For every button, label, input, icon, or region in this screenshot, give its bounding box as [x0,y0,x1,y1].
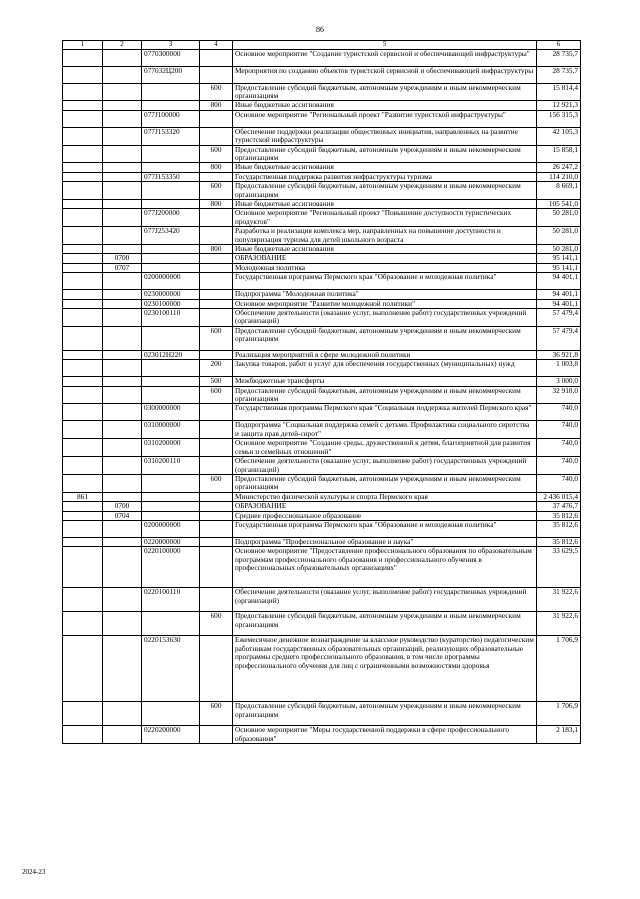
cell-target-article: 0300000000 [142,404,200,421]
cell-expense-type [200,309,233,327]
cell-target-article: 077J200000 [142,209,200,227]
cell-ministry-code [63,502,103,511]
cell-amount: 105 541,0 [537,199,581,208]
cell-target-article: 077J253420 [142,227,200,245]
cell-ministry-code [63,101,103,110]
cell-target-article [142,145,200,163]
cell-expense-type: 600 [200,612,233,636]
cell-item-name: Иные бюджетные ассигнования [233,245,537,254]
table-row [63,457,581,475]
cell-item-name: Иные бюджетные ассигнования [233,163,537,172]
cell-target-article: 077J153320 [142,127,200,145]
cell-item-name: Основное мероприятие "Региональный проект "Развитие туристской инфраструктуры" [233,110,537,127]
cell-section-code [103,537,142,546]
cell-section-code [103,636,142,702]
cell-section-code [103,404,142,421]
cell-item-name: Обеспечение поддержки реализации общественных инициатив, направленных на развитие туристской инфраструктуры [233,127,537,145]
cell-amount: 94 401,1 [537,273,581,290]
table-row [63,588,581,612]
cell-expense-type [200,172,233,181]
table-row [63,83,581,101]
table-row [63,263,581,272]
header-col-6: 6 [537,41,581,50]
cell-section-code [103,83,142,101]
cell-item-name: Предоставление субсидий бюджетным, автономным учреждениям и иным некоммерческим организациям [233,386,537,404]
cell-target-article: 0770300000 [142,49,200,66]
cell-expense-type [200,502,233,511]
cell-amount: 94 401,1 [537,299,581,308]
cell-section-code [103,520,142,537]
cell-amount: 42 105,3 [537,127,581,145]
cell-section-code: 0700 [103,502,142,511]
header-col-4: 4 [200,41,233,50]
cell-item-name: Закупка товаров, работ и услуг для обеспечения государственных (муниципальных) нужд [233,360,537,377]
cell-ministry-code [63,199,103,208]
cell-item-name: Государственная поддержка развития инфраструктуры туризма [233,172,537,181]
cell-target-article [142,612,200,636]
table-row [63,49,581,66]
cell-item-name: Обеспечение деятельности (оказание услуг, выполнение работ) государственных учреждений (организаций) [233,457,537,475]
table-row [63,547,581,588]
cell-ministry-code [63,457,103,475]
cell-target-article [142,83,200,101]
cell-amount: 8 669,1 [537,182,581,200]
cell-item-name: Министерство физической культуры и спорта Пермского края [233,492,537,501]
cell-target-article: 0220100000 [142,547,200,588]
cell-section-code [103,421,142,439]
cell-amount: 35 812,6 [537,537,581,546]
cell-section-code [103,209,142,227]
cell-target-article: 0230000000 [142,290,200,299]
cell-item-name: ОБРАЗОВАНИЕ [233,502,537,511]
cell-expense-type [200,537,233,546]
cell-target-article [142,245,200,254]
cell-amount: 50 281,0 [537,227,581,245]
table-row [63,636,581,702]
cell-expense-type [200,273,233,290]
cell-section-code [103,299,142,308]
cell-section-code [103,492,142,501]
cell-amount: 740,0 [537,474,581,492]
cell-item-name: Предоставление субсидий бюджетным, автономным учреждениям и иным некоммерческим организациям [233,182,537,200]
cell-section-code [103,726,142,744]
cell-amount: 12 921,3 [537,101,581,110]
table-row [63,511,581,520]
cell-expense-type [200,588,233,612]
table-row [63,439,581,457]
cell-ministry-code [63,83,103,101]
table-header-row [63,41,581,50]
cell-amount: 114 210,0 [537,172,581,181]
cell-item-name: Подпрограмма "Социальная поддержка семей с детьми. Профилактика социального сиротства и защита прав детей-сирот" [233,421,537,439]
cell-target-article: 077032Ц200 [142,66,200,83]
cell-expense-type [200,726,233,744]
table-row [63,299,581,308]
cell-target-article [142,474,200,492]
table-row [63,66,581,83]
cell-item-name: Обеспечение деятельности (оказание услуг, выполнение работ) государственных учреждений (организаций) [233,588,537,612]
cell-section-code [103,612,142,636]
cell-item-name: Ежемесячное денежное вознаграждение за классное руководство (кураторство) педагогическим работникам государственных образовательных организаций, реализующих образовательные программы среднего профессионального образования, в том числе программы профессионального обучения для лиц с ограниченными возможностями здоровья [233,636,537,702]
cell-item-name: ОБРАЗОВАНИЕ [233,254,537,263]
cell-item-name: Государственная программа Пермского края "Образование и молодежная политика" [233,273,537,290]
cell-expense-type: 800 [200,199,233,208]
header-col-3: 3 [142,41,200,50]
cell-section-code: 0700 [103,254,142,263]
cell-ministry-code [63,66,103,83]
cell-item-name: Предоставление субсидий бюджетным, автономным учреждениям и иным некоммерческим организациям [233,326,537,350]
cell-expense-type: 600 [200,83,233,101]
budget-table [62,40,581,744]
cell-expense-type [200,421,233,439]
table-row [63,273,581,290]
table-row [63,520,581,537]
table-row [63,309,581,327]
cell-section-code [103,439,142,457]
cell-expense-type: 600 [200,182,233,200]
cell-ministry-code [63,386,103,404]
cell-target-article: 023012Н220 [142,350,200,359]
cell-section-code [103,474,142,492]
cell-expense-type: 600 [200,145,233,163]
cell-item-name: Основное мероприятие "Предоставление профессионального образования по образовательным программам профессионального образования и профессионального обучения в профессиональных образовательных организациях" [233,547,537,588]
cell-ministry-code [63,612,103,636]
cell-ministry-code [63,254,103,263]
table-row [63,492,581,501]
cell-item-name: Подпрограмма "Молодежная политика" [233,290,537,299]
cell-ministry-code [63,360,103,377]
cell-target-article [142,502,200,511]
cell-amount: 1 003,8 [537,360,581,377]
cell-section-code [103,360,142,377]
table-row [63,227,581,245]
cell-ministry-code [63,537,103,546]
cell-amount: 740,0 [537,439,581,457]
cell-expense-type [200,227,233,245]
cell-expense-type [200,254,233,263]
cell-expense-type [200,299,233,308]
cell-expense-type [200,66,233,83]
cell-section-code [103,127,142,145]
cell-amount: 36 921,8 [537,350,581,359]
cell-section-code [103,182,142,200]
cell-item-name: Основное мероприятие "Создание туристской сервисной и обеспечивающей инфраструктуры" [233,49,537,66]
cell-section-code [103,350,142,359]
table-row [63,127,581,145]
cell-ministry-code [63,290,103,299]
cell-section-code [103,702,142,726]
cell-item-name: Предоставление субсидий бюджетным, автономным учреждениям и иным некоммерческим организациям [233,612,537,636]
cell-target-article [142,511,200,520]
cell-section-code [103,326,142,350]
cell-expense-type [200,404,233,421]
table-row [63,377,581,386]
table-row [63,474,581,492]
cell-expense-type: 600 [200,702,233,726]
cell-expense-type [200,110,233,127]
cell-ministry-code [63,326,103,350]
cell-item-name: Предоставление субсидий бюджетным, автономным учреждениям и иным некоммерческим организациям [233,474,537,492]
cell-ministry-code [63,474,103,492]
cell-expense-type [200,350,233,359]
cell-item-name: Реализация мероприятий в сфере молодежной политики [233,350,537,359]
cell-amount: 50 281,0 [537,245,581,254]
cell-target-article [142,702,200,726]
cell-target-article [142,199,200,208]
cell-item-name: Иные бюджетные ассигнования [233,101,537,110]
cell-section-code [103,377,142,386]
table-row [63,350,581,359]
cell-ministry-code [63,702,103,726]
cell-section-code: 0707 [103,263,142,272]
cell-amount: 156 315,3 [537,110,581,127]
cell-section-code [103,66,142,83]
cell-item-name: Основное мероприятие "Создание среды, дружественной к детям, благоприятной для развития семьи и семейных отношений" [233,439,537,457]
cell-target-article: 0230100110 [142,309,200,327]
table-row [63,290,581,299]
cell-amount: 2 436 015,4 [537,492,581,501]
table-row [63,110,581,127]
cell-item-name: Основное мероприятие "Меры государственной поддержки в сфере профессионального образования" [233,726,537,744]
cell-amount: 1 706,9 [537,636,581,702]
cell-expense-type: 600 [200,386,233,404]
cell-amount: 31 922,6 [537,588,581,612]
cell-ministry-code [63,227,103,245]
cell-ministry-code [63,273,103,290]
cell-item-name: Основное мероприятие "Развитие молодежной политики" [233,299,537,308]
table-row [63,163,581,172]
cell-amount: 2 183,1 [537,726,581,744]
table-row [63,199,581,208]
cell-target-article [142,377,200,386]
cell-expense-type [200,636,233,702]
cell-expense-type [200,520,233,537]
table-row [63,145,581,163]
cell-expense-type [200,457,233,475]
table-row [63,726,581,744]
cell-expense-type [200,547,233,588]
cell-item-name: Межбюджетные трансферты [233,377,537,386]
cell-amount: 740,0 [537,421,581,439]
cell-amount: 95 141,1 [537,254,581,263]
cell-ministry-code [63,49,103,66]
page-number: 86 [316,25,324,34]
cell-target-article [142,492,200,501]
cell-target-article: 0230100000 [142,299,200,308]
cell-section-code [103,199,142,208]
cell-amount: 740,0 [537,457,581,475]
cell-section-code [103,309,142,327]
cell-amount: 35 812,6 [537,511,581,520]
cell-target-article: 077J153350 [142,172,200,181]
cell-ministry-code [63,245,103,254]
cell-ministry-code [63,404,103,421]
cell-amount: 740,0 [537,404,581,421]
cell-section-code [103,457,142,475]
cell-amount: 26 247,2 [537,163,581,172]
table-row [63,209,581,227]
cell-target-article [142,101,200,110]
cell-expense-type [200,209,233,227]
cell-item-name: Предоставление субсидий бюджетным, автономным учреждениям и иным некоммерческим организациям [233,145,537,163]
cell-expense-type [200,511,233,520]
cell-amount: 28 735,7 [537,66,581,83]
cell-ministry-code [63,127,103,145]
cell-ministry-code [63,439,103,457]
cell-ministry-code [63,350,103,359]
cell-amount: 1 706,9 [537,702,581,726]
cell-amount: 95 141,1 [537,263,581,272]
cell-section-code [103,245,142,254]
cell-item-name: Мероприятия по созданию объектов туристской сервисной и обеспечивающей инфраструктуры [233,66,537,83]
cell-target-article: 0310000000 [142,421,200,439]
cell-ministry-code [63,511,103,520]
cell-expense-type: 800 [200,101,233,110]
cell-ministry-code [63,172,103,181]
cell-item-name: Основное мероприятие "Региональный проект "Повышение доступности туристических продуктов" [233,209,537,227]
cell-ministry-code [63,145,103,163]
footer-code: 2024-23 [22,868,46,876]
header-col-1: 1 [63,41,103,50]
table-row [63,386,581,404]
cell-ministry-code [63,636,103,702]
cell-expense-type [200,263,233,272]
cell-item-name: Молодежная политика [233,263,537,272]
cell-amount: 37 476,7 [537,502,581,511]
cell-amount: 15 814,4 [537,83,581,101]
cell-ministry-code [63,726,103,744]
cell-expense-type [200,439,233,457]
cell-amount: 15 858,1 [537,145,581,163]
cell-expense-type [200,290,233,299]
cell-amount: 32 918,0 [537,386,581,404]
cell-amount: 57 479,4 [537,326,581,350]
cell-amount: 33 629,5 [537,547,581,588]
header-col-5: 5 [233,41,537,50]
cell-target-article [142,263,200,272]
table-row [63,182,581,200]
cell-ministry-code [63,547,103,588]
cell-target-article [142,254,200,263]
table-row [63,360,581,377]
cell-section-code: 0704 [103,511,142,520]
cell-ministry-code [63,263,103,272]
cell-section-code [103,227,142,245]
cell-ministry-code [63,110,103,127]
cell-ministry-code: 861 [63,492,103,501]
cell-expense-type: 500 [200,377,233,386]
cell-ministry-code [63,309,103,327]
cell-target-article [142,182,200,200]
table-row [63,612,581,636]
cell-section-code [103,547,142,588]
cell-ministry-code [63,588,103,612]
cell-section-code [103,273,142,290]
table-row [63,404,581,421]
cell-section-code [103,290,142,299]
header-col-2: 2 [103,41,142,50]
cell-section-code [103,49,142,66]
cell-target-article [142,360,200,377]
cell-target-article: 0200000000 [142,273,200,290]
cell-section-code [103,163,142,172]
cell-target-article: 0220153630 [142,636,200,702]
cell-section-code [103,145,142,163]
cell-expense-type: 800 [200,245,233,254]
cell-target-article [142,326,200,350]
cell-item-name: Предоставление субсидий бюджетным, автономным учреждениям и иным некоммерческим организациям [233,702,537,726]
cell-ministry-code [63,182,103,200]
cell-ministry-code [63,209,103,227]
cell-target-article: 077J100000 [142,110,200,127]
table-row [63,172,581,181]
table-row [63,702,581,726]
cell-expense-type: 200 [200,360,233,377]
cell-target-article: 0200000000 [142,520,200,537]
cell-item-name: Разработка и реализация комплекса мер, направленных на повышение доступности и популяризация туризма для детей школьного возраста [233,227,537,245]
cell-amount: 50 281,0 [537,209,581,227]
table-row [63,502,581,511]
cell-ministry-code [63,377,103,386]
cell-target-article: 0220000000 [142,537,200,546]
cell-item-name: Государственная программа Пермского края "Образование и молодежная политика" [233,520,537,537]
table-row [63,537,581,546]
cell-expense-type: 600 [200,474,233,492]
cell-amount: 94 401,1 [537,290,581,299]
cell-item-name: Обеспечение деятельности (оказание услуг, выполнение работ) государственных учреждений (организаций) [233,309,537,327]
cell-amount: 31 922,6 [537,612,581,636]
table-row [63,101,581,110]
cell-section-code [103,101,142,110]
cell-amount: 35 812,6 [537,520,581,537]
cell-ministry-code [63,299,103,308]
cell-section-code [103,588,142,612]
cell-amount: 3 000,0 [537,377,581,386]
cell-target-article: 0220100110 [142,588,200,612]
table-row [63,326,581,350]
cell-target-article: 0220200000 [142,726,200,744]
cell-amount: 28 735,7 [537,49,581,66]
cell-target-article [142,163,200,172]
cell-section-code [103,110,142,127]
cell-expense-type [200,492,233,501]
cell-expense-type [200,127,233,145]
cell-ministry-code [63,520,103,537]
cell-section-code [103,386,142,404]
cell-target-article: 0310200110 [142,457,200,475]
cell-item-name: Государственная программа Пермского края "Социальная поддержка жителей Пермского края" [233,404,537,421]
cell-amount: 57 479,4 [537,309,581,327]
cell-ministry-code [63,421,103,439]
cell-expense-type: 600 [200,326,233,350]
cell-item-name: Предоставление субсидий бюджетным, автономным учреждениям и иным некоммерческим организациям [233,83,537,101]
cell-item-name: Подпрограмма "Профессиональное образование и наука" [233,537,537,546]
cell-ministry-code [63,163,103,172]
cell-target-article [142,386,200,404]
cell-section-code [103,172,142,181]
cell-item-name: Иные бюджетные ассигнования [233,199,537,208]
cell-expense-type: 800 [200,163,233,172]
cell-expense-type [200,49,233,66]
table-row [63,421,581,439]
table-row [63,254,581,263]
cell-item-name: Среднее профессиональное образование [233,511,537,520]
cell-target-article: 0310200000 [142,439,200,457]
table-row [63,245,581,254]
